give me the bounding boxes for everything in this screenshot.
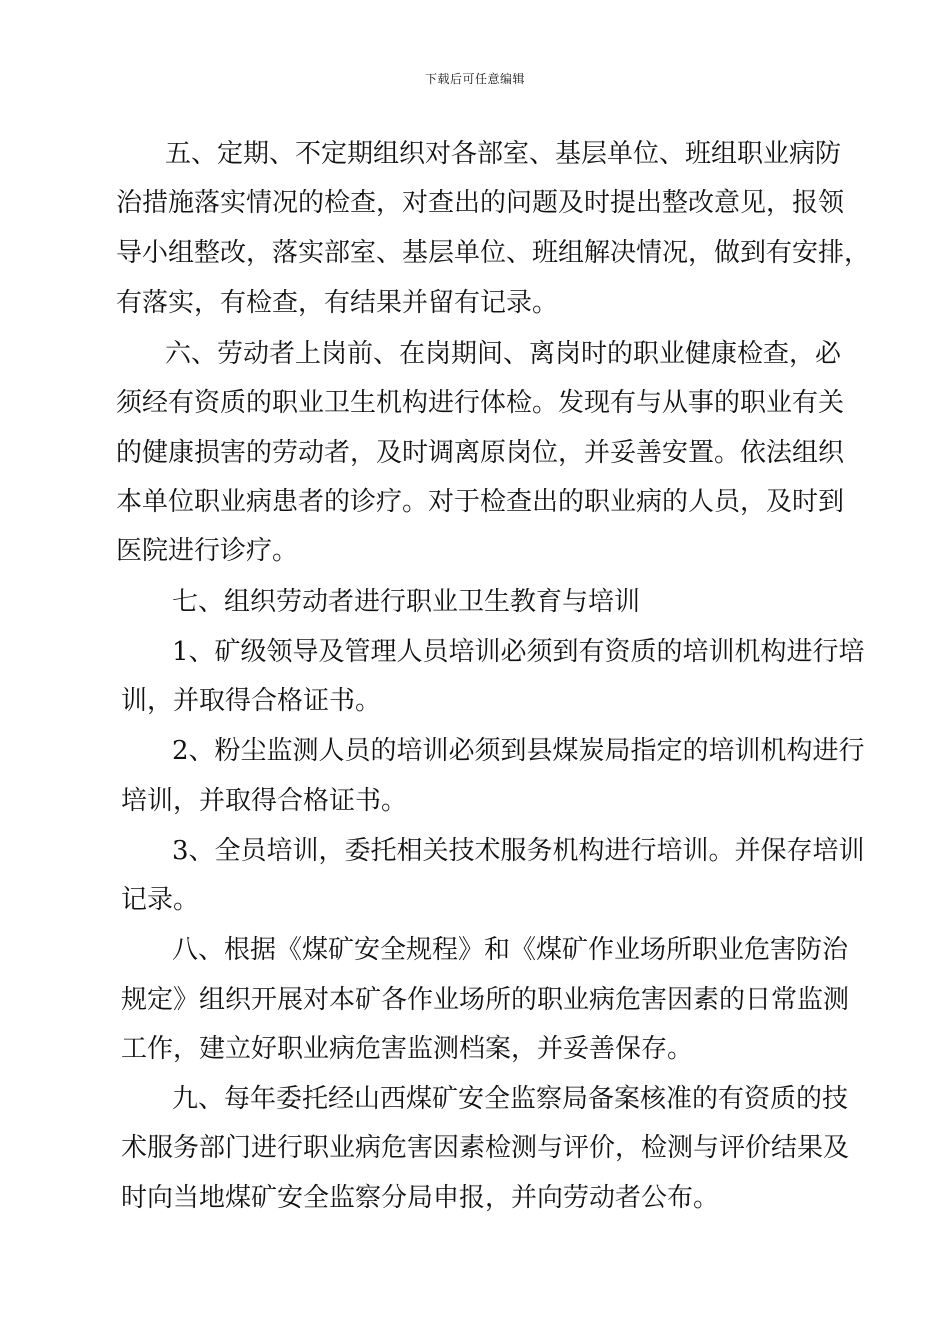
text-line: 工作，建立好职业病危害监测档案，并妥善保存。 [121, 1034, 694, 1064]
text-line: 时向当地煤矿安全监察分局申报，并向劳动者公布。 [121, 1183, 720, 1213]
text-line: 六、劳动者上岗前、在岗期间、离岗时的职业健康检查，必 [165, 339, 842, 369]
text-line: 术服务部门进行职业病危害因素检测与评价，检测与评价结果及 [121, 1133, 850, 1163]
text-line: 的健康损害的劳动者，及时调离原岗位，并妥善安置。依法组织 [116, 438, 845, 468]
text-line: 九、每年委托经山西煤矿安全监察局备案核准的有资质的技 [172, 1084, 849, 1114]
text-line: 记录。 [121, 885, 200, 915]
text-line: 导小组整改，落实部室、基层单位、班组解决情况，做到有安排， [116, 238, 871, 268]
text-line: 治措施落实情况的检查，对查出的问题及时提出整改意见，报领 [116, 188, 845, 218]
text-line: 规定》组织开展对本矿各作业场所的职业病危害因素的日常监测 [121, 985, 850, 1015]
text-line: 须经有资质的职业卫生机构进行体检。发现有与从事的职业有关 [116, 388, 845, 418]
text-line: 八、根据《煤矿安全规程》和《煤矿作业场所职业危害防治 [172, 935, 849, 965]
text-line: 训，并取得合格证书。 [121, 686, 382, 716]
text-line: 有落实，有检查，有结果并留有记录。 [116, 288, 559, 318]
text-line: 七、组织劳动者进行职业卫生教育与培训 [172, 587, 641, 617]
text-line: 五、定期、不定期组织对各部室、基层单位、班组职业病防 [165, 139, 842, 169]
text-line: 1、矿级领导及管理人员培训必须到有资质的培训机构进行培 [172, 637, 865, 667]
header-note: 下载后可任意编辑 [424, 72, 525, 86]
text-line: 本单位职业病患者的诊疗。对于检查出的职业病的人员，及时到 [116, 487, 845, 517]
text-line: 医院进行诊疗。 [116, 536, 299, 566]
text-line: 培训，并取得合格证书。 [121, 786, 408, 816]
text-line: 3、全员培训，委托相关技术服务机构进行培训。并保存培训 [172, 836, 865, 866]
text-line: 2、粉尘监测人员的培训必须到县煤炭局指定的培训机构进行 [172, 736, 865, 766]
